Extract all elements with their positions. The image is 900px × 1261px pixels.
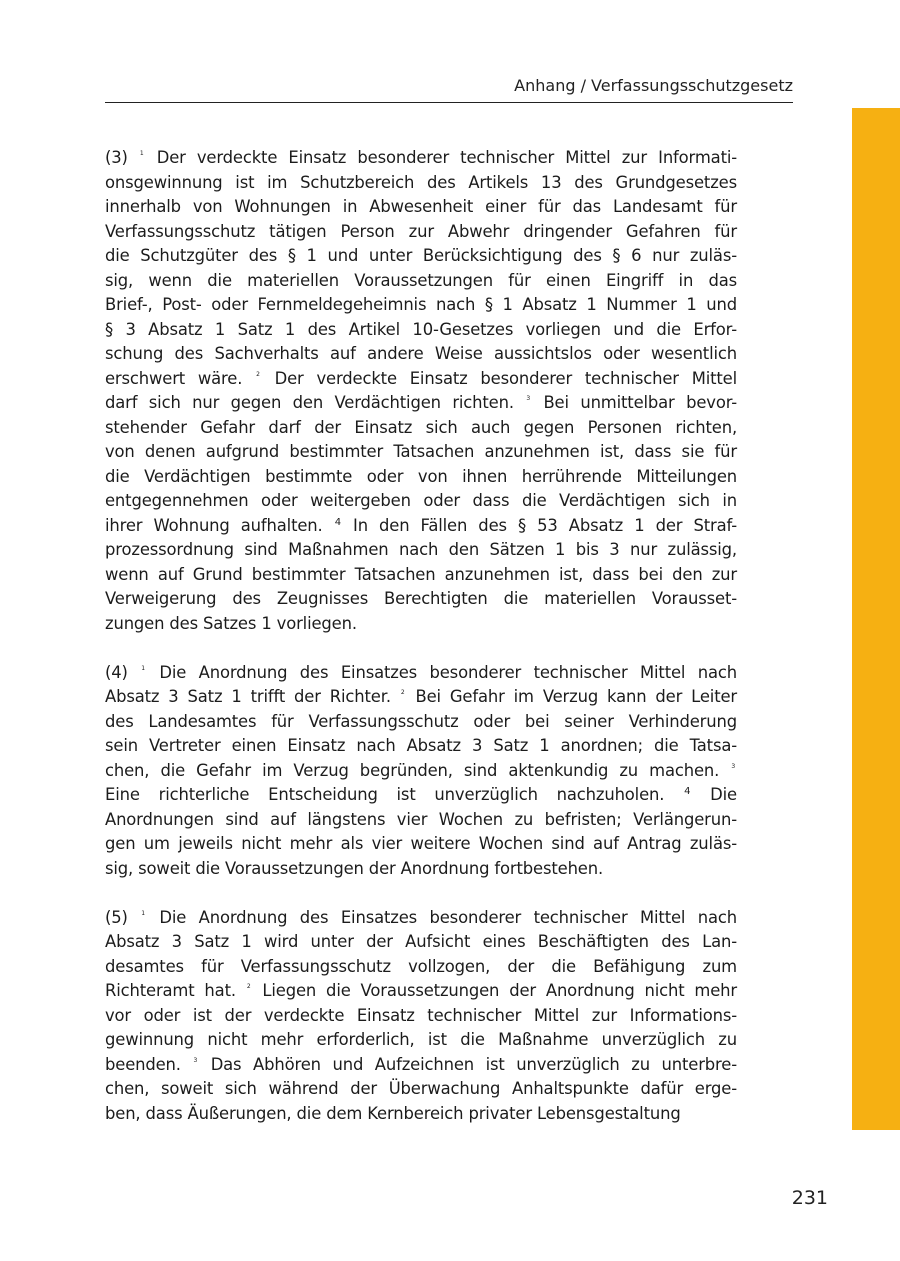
text-line: Richteramt hat. $^2$ Liegen die Voraussetzungen der Anordnung nicht mehr [105, 981, 737, 1000]
text-line: Brief-, Post- oder Fernmeldegeheimnis nach § 1 Absatz 1 Nummer 1 und [105, 295, 737, 314]
sentence-number: 2 [246, 983, 251, 990]
text-line: chen, soweit sich während der Überwachung Anhaltspunkte dafür erge- [105, 1079, 737, 1098]
text-line: ihrer Wohnung aufhalten. $^4$ In den Fällen des § 53 Absatz 1 der Straf- [105, 515, 737, 535]
sentence-number: 1 [139, 150, 144, 157]
text-line: prozessordnung sind Maßnahmen nach den Sätzen 1 bis 3 nur zulässig, [105, 540, 737, 559]
text-line: Verweigerung des Zeugnisses Berechtigten die materiellen Vorausset- [105, 589, 737, 608]
text-line: die Schutzgüter des § 1 und unter Berücksichtigung des § 6 nur zuläs- [105, 246, 737, 265]
sentence-number: 4 [334, 516, 341, 528]
main-text [105, 146, 737, 1151]
text-line: sig, soweit die Voraussetzungen der Anordnung fortbestehen. [105, 858, 604, 878]
text-line: sig, wenn die materiellen Voraussetzungen für einen Eingriff in das [105, 270, 737, 290]
sentence-number: 3 [731, 762, 735, 770]
text-line: Absatz 3 Satz 1 wird unter der Aufsicht eines Beschäftigten des Lan- [105, 932, 737, 951]
sentence-number: 4 [684, 786, 691, 797]
sentence-number: 1 [141, 909, 145, 917]
text-line: entgegennehmen oder weitergeben oder dass die Verdächtigen sich in [105, 491, 737, 510]
paragraph [105, 146, 737, 636]
page-number: 231 [791, 1187, 828, 1209]
text-line: des Landesamtes für Verfassungsschutz oder bei seiner Verhinderung [105, 711, 737, 731]
text-line: sein Vertreter einen Einsatz nach Absatz 3 Satz 1 anordnen; die Tatsa- [105, 736, 737, 755]
text-line: (3) $^1$ Der verdeckte Einsatz besonderer technischer Mittel zur Informati- [105, 148, 738, 167]
text-line: beenden. $^3$ Das Abhören und Aufzeichnen ist unverzüglich zu unterbre- [105, 1054, 737, 1074]
text-line: erschwert wäre. $^2$ Der verdeckte Einsatz besonderer technischer Mittel [105, 368, 738, 388]
running-header-title: Anhang / Verfassungsschutzgesetz [514, 76, 793, 95]
text-line: Eine richterliche Entscheidung ist unverzüglich nachzuholen. $^4$ Die [105, 785, 737, 804]
text-line: chen, die Gefahr im Verzug begründen, sind aktenkundig zu machen. $^3$ [105, 760, 735, 780]
text-line: ben, dass Äußerungen, die dem Kernbereich privater Lebensgestaltung [105, 1103, 681, 1123]
text-line: zungen des Satzes 1 vorliegen. [105, 613, 357, 633]
text-line: gewinnung nicht mehr erforderlich, ist die Maßnahme unverzüglich zu [105, 1030, 737, 1049]
text-line: die Verdächtigen bestimmte oder von ihnen herrührende Mitteilungen [105, 466, 737, 486]
sentence-number: 3 [193, 1056, 198, 1064]
text-line: onsgewinnung ist im Schutzbereich des Artikels 13 des Grundgesetzes [105, 172, 737, 192]
text-line: Verfassungsschutz tätigen Person zur Abwehr dringender Gefahren für [105, 221, 737, 241]
text-line: innerhalb von Wohnungen in Abwesenheit einer für das Landesamt für [105, 197, 737, 216]
text-line: vor oder ist der verdeckte Einsatz technischer Mittel zur Informations- [105, 1005, 737, 1025]
sentence-number: 2 [400, 689, 405, 696]
text-line: Absatz 3 Satz 1 trifft der Richter. $^2$ Bei Gefahr im Verzug kann der Leiter [105, 687, 737, 706]
chapter-marker-bar [852, 108, 900, 1130]
text-line: schung des Sachverhalts auf andere Weise aussichtslos oder wesentlich [105, 344, 737, 363]
text-line: Anordnungen sind auf längstens vier Wochen zu befristen; Verlängerun- [105, 809, 737, 829]
paragraph [105, 906, 737, 1127]
paragraph [105, 661, 737, 882]
text-line: desamtes für Verfassungsschutz vollzogen, der die Befähigung zum [105, 956, 737, 976]
text-line: (5) $^1$ Die Anordnung des Einsatzes besonderer technischer Mittel nach [105, 907, 738, 927]
sentence-number: 3 [526, 395, 531, 402]
text-line: darf sich nur gegen den Verdächtigen richten. $^3$ Bei unmittelbar bevor- [105, 393, 738, 412]
text-line: wenn auf Grund bestimmter Tatsachen anzunehmen ist, dass bei den zur [105, 564, 737, 584]
sentence-number: 1 [141, 664, 145, 672]
text-line: § 3 Absatz 1 Satz 1 des Artikel 10-Gesetzes vorliegen und die Erfor- [105, 319, 737, 339]
text-line: gen um jeweils nicht mehr als vier weitere Wochen sind auf Antrag zuläs- [105, 834, 737, 853]
running-header [105, 76, 793, 103]
text-line: stehender Gefahr darf der Einsatz sich auch gegen Personen richten, [105, 417, 737, 437]
text-line: von denen aufgrund bestimmter Tatsachen anzunehmen ist, dass sie für [105, 442, 737, 461]
sentence-number: 2 [256, 370, 260, 378]
text-line: (4) $^1$ Die Anordnung des Einsatzes besonderer technischer Mittel nach [105, 662, 738, 682]
